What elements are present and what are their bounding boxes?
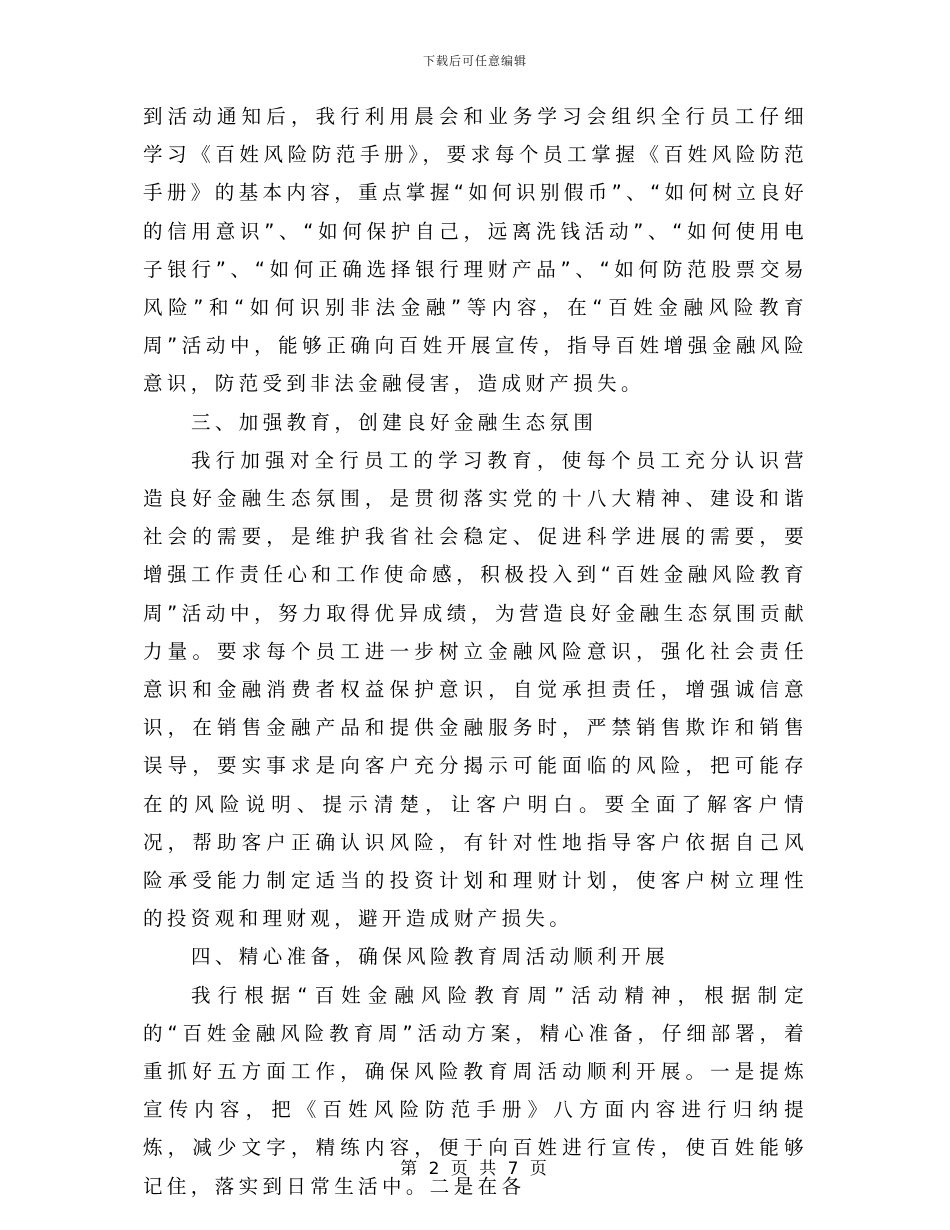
paragraph-2: 我行加强对全行员工的学习教育，使每个员工充分认识营造良好金融生态氛围，是贯彻落实党的十八大精神、建设和谐社会的需要，是维护我省社会稳定、促进科学进展的需要，要增强工作责任心和工作使命感，积极投入到“百姓金融风险教育周”活动中，努力取得优异成绩，为营造良好金融生态氛围贡献力量。要求每个员工进一步树立金融风险意识，强化社会责任意识和金融消费者权益保护意识，自觉承担责任，增强诚信意识，在销售金融产品和提供金融服务时，严禁销售欺诈和销售误导，要实事求是向客户充分揭示可能面临的风险，把可能存在的风险说明、提示清楚，让客户明白。要全面了解客户情况，帮助客户正确认识风险，有针对性地指导客户依据自己风险承受能力制定适当的投资计划和理财计划，使客户树立理性的投资观和理财观，避开造成财产损失。 [143,448,808,931]
paragraph-1: 到活动通知后，我行利用晨会和业务学习会组织全行员工仔细学习《百姓风险防范手册》，要求每个员工掌握《百姓风险防范手册》的基本内容，重点掌握“如何识别假币”、“如何树立良好的信用意识”、“如何保护自己，远离洗钱活动”、“如何使用电子银行”、“如何正确选择银行理财产品”、“如何防范股票交易风险”和“如何识别非法金融”等内容，在“百姓金融风险教育周”活动中，能够正确向百姓开展宣传，指导百姓增强金融风险意识，防范受到非法金融侵害，造成财产损失。 [143,105,808,396]
paragraph-3: 我行根据“百姓金融风险教育周”活动精神，根据制定的“百姓金融风险教育周”活动方案，精心准备，仔细部署，着重抓好五方面工作，确保风险教育周活动顺利开展。一是提炼宣传内容，把《百姓风险防范手册》八方面内容进行归纳提炼，减少文字，精练内容，便于向百姓进行宣传，使百姓能够记住，落实到日常生活中。二是在各 [143,983,808,1198]
document-body [143,98,808,1206]
section-heading-4: 四、精心准备，确保风险教育周活动顺利开展 [191,945,670,969]
section-heading-3: 三、加强教育，创建良好金融生态氛围 [191,410,598,434]
page-header: 下载后可任意编辑 [422,54,527,68]
page-footer: 第 2 页 共 7 页 [400,1159,550,1179]
